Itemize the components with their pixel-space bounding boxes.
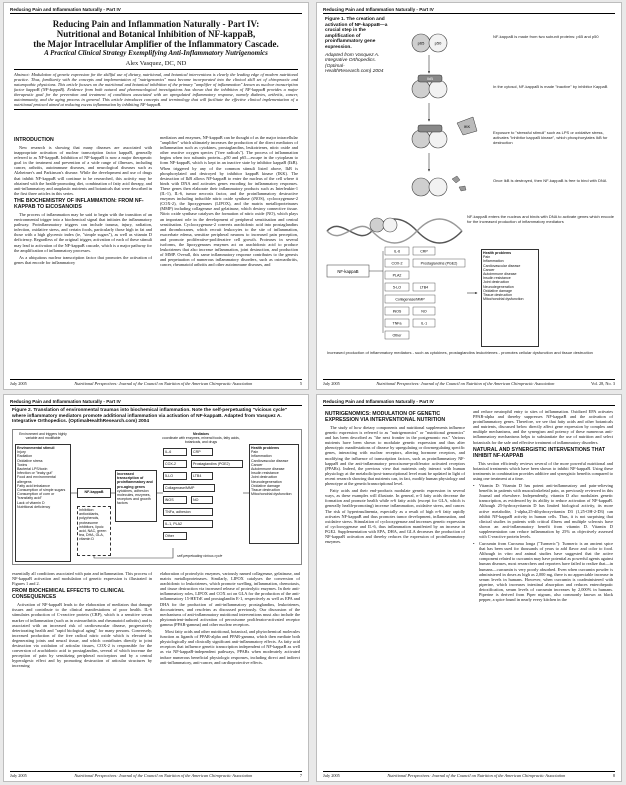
page-number: 5 [299,381,302,386]
column-left [325,409,465,767]
paragraph: mediators and enzymes, NF-kappaB can be thought of as the major intracellular "amplifier" which ultimately increases the production of the direct mediators of inflammation such as cytokines, prostaglandins, leukotrienes, nitric oxide and other reactive oxygen species ("free radicals"). The process of inflammation begins when two subunits protein—p50 and p65—escape in the cytoplasm to form NF-kappaB, which is kept in an inactive state by inhibitor kappaB (IkB). When triggered by any of the common stimuli listed above, IkB is phosphorylated and destroyed by inhibitor kappaB kinase (IKK). The destruction of IkB allows NF-kappaB to enter the nucleus of the cell where it binds with DNA and activates genes encoding for inflammatory responses. These genes then elaborate their inflammatory products such as Interleukin-1 (IL-1), IL-6, tumor necrosis factor, and the proinflammatory destructive enzymes including inducible nitric oxide synthase (iNOS), cyclooxygenase-2 (COX-2), the lipoxygenases (LIPOX), and the matrix metalloproteinases (MMP) including collagenase and gelatinase, which destroy connective tissue. Nitric oxide synthase catalyses the formation of nitric oxide (NO), which plays an important role in the development of peripheral sensitisation and central sensitisation. Cyclooxygenase-2 converts arachidonic acid into prostaglandins and thromboxanes, which recruit leukocytes to the site of inflammation, exacerbate edema, sensitize peripheral neurons to increased pain perception, and promote proliferative-proliferative cell growth. Proteases in several isoforms, the lipoxygenases enzymes act on arachidonic acid to produce leukotrienes that also increase inflammation, joint destruction, and production of MMP. Overall, this same inflammatory response contributes to the genesis and perpetuation of numerous inflammatory disorders, such as osteoarthritis, cancer, rheumatoid arthritis and other autoimmune diseases, and [160,135,298,268]
title-line: the Major Intracellular Amplifier of the Inflammatory Cascade. [33,39,279,49]
p65-subunit [370,218,384,232]
running-foot [10,379,302,386]
mediator-label: 5-LO [393,285,401,290]
env-title: Environment and triggers highly variable and modifiable [19,432,67,440]
env-item: Bacterial LPS/toxin [17,467,48,472]
title-line: Reducing Pain and Inflammation Naturally - Part IV: [52,19,260,29]
health-item: Autoimmune disease [483,272,517,277]
health-problems-title: Health problems [483,251,512,255]
paragraph: essentially all conditions associated with pain and inflammation. This process of NF-kappaB activation and modulation of genetic expression is illustrated in Figures 1 and 2. [12,571,152,587]
page-2 [316,2,622,390]
mediator-box: 5-LO [163,472,187,480]
health-item: Mitochondrial dysfunction [251,492,292,497]
transcription-text: cytokines, adhesion molecules, enzymes, receptors and growth factors [117,488,151,506]
mediators-text: coordinate with enzymes, mineral foods, fatty acids, botanicals, and drugs [162,436,240,444]
running-head: Reducing Pain and Inflammation Naturally - Part IV [10,7,302,14]
health-item: Tissue destruction [251,488,281,493]
running-foot [323,771,615,778]
figure-1-diagram [317,3,622,390]
article-title [14,19,298,49]
env-item: Consumption of corn or "transfatty acid" [17,492,55,501]
env-item: Nutritional deficiency [17,504,51,509]
running-head: Reducing Pain and Inflammation Naturally - Part IV [323,7,615,14]
mediator-box: LTB4 [191,472,213,480]
p65-subunit [412,130,430,148]
paragraph: elaboration of proteolytic enzymes, variously named collagenase, gelatinase, and matrix metalloproteinases. Similarly, LIPOX catalyses the conversion of arachidonic to leukotrienes, which promote swelling, inflammation, chemotaxis, and tissue destruction via increased release of proteolytic enzymes. In their anti-inflammatory roles, LIPOX and COX act on GLA for the production of the anti-inflammatory 15-HETrE and prostaglandin E-1, respectively as well as EPA and DHA for the production of anti-inflammatory prostaglandins, leukotrienes, docosatrienes, and resolvins as discussed previously. Our discussion of the mechanisms of anti-inflammatory nutritional interventions must also include the phytonutrient-induced activation of peroxisome proliferator-activated receptor gamma (PPAR-gamma) and other nuclear receptors. [160,571,300,627]
mediator-label: CRP [420,249,428,254]
env-item: Fatty acid imbalance [17,483,50,488]
mediator-group [385,247,465,339]
p65-subunit [412,178,430,196]
mediator-box: Collagenase/MMP [163,484,215,492]
footer-journal: Nutritional Perspectives: Journal of the Council on Nutrition of the American Chiropractic Association [74,381,253,386]
health-item: Insulin resistance [483,276,511,281]
health-item: Tissue destruction [483,293,513,298]
inhibition-box: Inhibition: antioxidants, polyphenols, proteasome inhibitors, lipoic acid, NAC, green tea, DHA, GLA, vitamin D [77,506,111,556]
ikk-label: IKK [463,124,471,129]
health-item: Cardiovascular disease [483,263,521,268]
paragraph: This section efficiently reviews several of the more powerful nutritional and botanical treatments which have been shown to inhibit NF-kappaB. Using these treatments in combination provides additive and synergistic benefits compared to using one treatment at a time. [473,460,613,481]
health-problems-box [481,249,539,347]
ikb-fragment [452,176,466,191]
mediator-label: NO [421,309,427,314]
mediator-box: iNOS [163,496,187,504]
list-item: • Vitamin D: Vitamin D has potent anti-inflammatory and pain-relieving benefits in patients with musculoskeletal pain, as previously reviewed in this Journal and elsewhere. Independently, vitamin D also modulates genetic transcription, as evidenced by its ability to reduce activation of NF-kappaB. Although 25-hydroxyvitamin D has limited biological activity, its more active metabolite, 1-alpha,25-dihydroxyvitamin D3 (1,25-OH-2-D3) can inhibit NF-kappaB activity in human cells. Thus, it is not surprising that clinical studies in patients with critical illness and multiple sclerosis have shown an anti-inflammatory benefit from vitamin D. Vitamin D supplementation can reduce inflammation by 25% as objectively assessed with C-reactive protein levels. [473,483,613,539]
mediator-label: COX-2 [391,261,403,266]
env-item: Consumption of simple sugars [17,488,66,493]
mediator-label: PLA2 [392,273,402,278]
env-item: Food and environmental allergens [17,475,56,484]
section-heading: THE BIOCHEMISTRY OF INFLAMMATION: FROM NF-KAPPAB TO EICOSANOIDS [14,197,144,210]
column-right [160,135,298,373]
paragraph: As a ubiquitous nuclear transcription factor that promotes the activation of genes that encode for inflammatory [14,254,152,265]
health-item: Inflammation [251,454,272,459]
p50-label: p50 [434,40,442,46]
nfkb-label: NF-kappaB [337,269,359,274]
figure-1-caption: Figure 1. The creation and activation of NF-kappaB—a crucial step in the amplification of proinflammatory gene expression. [325,17,388,50]
paragraph: The process of inflammation may be said to begin with the transition of an environmental trigger into a biochemical signal that initiates the inflammatory pathway. Proinflammatory triggers can include trauma, injury, radiation, infection, oxidative stress, and certain foods, particularly those high in fat and those with a high glycemic index (ie, "simple sugars"), as well as vitamin D deficiency. Regardless of the original trigger, activation of each of these stimuli may lead to activation of the NF-kappaB cascade, which is a major pathway for the amplification of inflammatory processes. [14,211,152,253]
mediator-label: Prostaglandins (PGE2) [420,261,458,266]
figure-2-caption: Figure 2. Translation of environmental traumas into biochemical inflammation. Note the self-perpetuating "vicious cycle" where inflammatory mediators promote additional inflammation via activation of NF-kappaB. Adapted from Vasquez A. Integrative Orthopedics. (OptimalHealthResearch.com) 2004 [12,408,288,425]
health-item: Pain [483,255,491,260]
section-heading: INTRODUCTION [14,137,54,143]
env-item: Radiation [17,454,33,459]
health-item: Inflammation [483,259,504,264]
cycle-loop [94,548,173,558]
env-item: Oxidative stress [17,458,43,463]
ikb-label: IkB [427,76,433,81]
page-4 [316,394,622,782]
mediator-box: IL-6 [163,448,187,456]
page-number: 7 [299,773,302,778]
health-item: Joint destruction [483,280,510,285]
column-left [12,571,152,767]
connector [369,251,383,333]
section-heading: NATURAL AND SYNERGISTIC INTERVENTIONS THAT INHIBIT NF-KAPPAB [473,446,605,459]
env-item: Toxins [17,462,28,467]
running-head: Reducing Pain and Inflammation Naturally - Part IV [323,399,615,406]
step-note-1: NF-kappaB is made from two subunit proteins: p65 and p50 [493,34,599,39]
abstract: Abstract: Modulation of genetic expression for the skillful use of dietary, nutritional, and botanical interventions is clearly the leading edge of modern nutritional practice. Thus, familiarity with the concepts and implementation of "nutrigenomics" must become incorporated into the clinical skill set of chiropractic and naturopathic physicians. This article focuses on the nutritional and botanical inhibition of the primary "amplifier of inflammation" known as nuclear transcription factor kappaB (NF-kappaB). Evidence from both natural and pharmacological investigations has shown that the inhibition of NF-kappaB provides a major therapeutic goal for the prevention and treatment of conditions associated with an upregulated inflammatory response, namely diabetes, arthritis, cancer, autoimmunity, and the aging process in general. This article introduces concepts and terminology that will facilitate the effective clinical implementation of a nutritional protocol aimed at reducing excess inflammation by inhibiting NF-kappaB. [14,69,298,110]
mediator-box: Other [163,532,187,540]
mediator-box: COX-2 [163,460,187,468]
footer-date: July 2005 [10,773,27,778]
health-item: Insulin resistance [251,471,279,476]
p65-label: p65 [417,40,425,46]
mediator-label: TNFa [392,321,402,326]
mediators-title: Mediators [192,432,209,436]
running-head: Reducing Pain and Inflammation Naturally - Part IV [10,399,302,406]
step-note-6: Increased production of inflammatory mediators - such as cytokines, prostaglandins leukotrienes - promotes cellular dysfunction and tissue destruction [327,350,593,355]
page-number: Vol. 28, No. 3 [590,381,615,386]
footer-date: July 2005 [10,381,27,386]
figure-2-diagram [12,429,302,565]
mediator-label: Other [392,333,402,338]
section-heading: NUTRIGENOMICS: MODULATION OF GENETIC EXPRESSION VIA INTERVENTIONAL NUTRITION [325,411,446,423]
footer-journal: Nutritional Perspectives: Journal of the Council on Nutrition of the American Chiropractic Association [74,773,253,778]
health-item: Autoimmune disease [251,467,285,472]
mediator-box: Prostaglandins (PGE2) [191,460,243,468]
column-right [160,571,300,767]
p50-subunit [429,178,447,196]
mediator-box: NO [191,496,213,504]
health-item: Oxidative damage [483,288,512,293]
author: Alex Vasquez, DC, ND [125,60,187,67]
intervention-list [473,483,613,602]
health-item: Cardiovascular disease [251,458,289,463]
health-item: Cancer [251,462,263,467]
health-item: Neurodegeneration [251,479,282,484]
p50-subunit [429,130,447,148]
paragraph: and reduce neutrophil entry to sites of inflammation. Oxidized EPA activates PPAR-alpha and thereby suppresses NF-kappaB and the activation of proinflammatory genes. Therefore, we see that fatty acids and other botanicals and nutrients, discussed below directly affect gene expression by complex and multiple mechanisms, and the synergism and potency of these numerous anti-inflammatory mechanisms helps to substantiate the use of nutrition and select botanicals for the safe and effective treatment of inflammatory disorders. [473,409,613,445]
step-note-3: Exposure to "stressful stimuli" such as LPS or oxidative stress, activates "inhibitor kappaB kinase", which phosphorylates IkB for destruction [493,130,608,145]
section-heading: FROM BIOCHEMICAL EFFECTS TO CLINICAL CONSEQUENCES [12,588,125,601]
health-problems-title: Health problems [251,446,280,450]
mediator-label: iNOS [392,309,402,314]
paragraph: The study of how dietary components and nutritional supplements influence genetic expression is referred to as "nutrigenomics" or "nutritional genomics" and has been described as "the next frontier in the postgenomic era." Various nutrients have been shown to modulate genetic expression and thus alter phenotypic manifestations of disease by upregulating or downregulating specific genes, interacting with nuclear receptors, altering hormone receptors, and modifying the influence of transcription factors, such as proinflammatory NF-kappaB and the anti-inflammatory peroxisome-proliferator activated receptors (PPARs). Indeed, the previous view that nutrients only interact with human physiology at the metabolic/post-transcriptional level must be updated in light of recent research showing that nutrients can, in fact, modify human physiology and phenotype at the genetic/transcriptional level. [325,425,465,487]
article-subtitle: A Practical Clinical Strategy Exemplifying Anti-Inflammatory Nutrigenomics [44,49,268,57]
health-item: Joint destruction [251,475,278,480]
mediator-box: IL-1, PLA2 [163,520,213,528]
paragraph: Activation of NF-kappaB leads to the elaboration of mediators that damage tissues and contribute to the clinical manifestations of poor health. IL-6 stimulates production of C-reactive protein (CRP), which is a sensitive serum marker of inflammation (such as in osteoarthritis and rheumatoid arthritis) and is associated with an increased risk of cardiovascular disease, progressively deteriorating health and "rapid biological aging" for many persons. Conversely, increased production of the free radical nitric oxide which is elevated in degenerating joints and neural tissue, and which contributes directly to joint destruction via oxidation of articular tissues, COX-2 is responsible for the conversion of arachidonic acid to prostaglandins, several of which increase the perception of pain by sensitizing peripheral nociceptors and by a central hyperalgesic effect and by promoting destruction of articular structures by increasing [12,602,152,669]
ikb-protein [418,125,442,132]
footer-journal: Nutritional Perspectives: Journal of the Council on Nutrition of the American Chiropractic Association [376,381,555,386]
list-item: • Curcumin from Curcuma longa ("Turmeric"): Turmeric is an ancient spice that has been used for thousands of years to add flavor and color to food. Although in vitro and animal studies have suggested that the active component related to curcumin may have potential as powerful agents against human diseases, most researchers and reporters have failed to realize that—in humans—curcumin is very poorly absorbed. Even when curcumin powder is administered in doses as high as 2,000 mg, there is no appreciable increase in serum levels in humans. However, when curcumin is coadministered with piperine, which increases intestinal absorption and reduces enterohepatic detoxification, serum levels of curcumin increases by 2,000% in humans. Piperine is derived from Piper nigrum, also commonly known as black pepper, a spice found in nearly every kitchen in the [473,541,613,602]
cycle-label: self-perpetuating vicious cycle [177,554,223,558]
nfkb-box: NF-kappaB [77,488,111,498]
paragraph: Fatty acids and their end-products modulate genetic expression in several ways, as these examples will illustrate. In general, n-3 fatty acids decrease the formation and promote health while n-6 fatty acids (except for GLA, which is generally health-promoting) increase inflammation, oxidative stress, and cancer. The risk of hyperinsulinemia, especially as a result of high n-6 fatty rapidly activates NF-kappaB and thus promotes tumor development, inflammation, and oxidative stress. Stimulation of cyclooxygenase and increases genetic expression of cyclooxygenase and IL-6, thus inflammation manifested by an increase in PGE2. Supplementation with EPA, DHA, and GLA decreases the production of NF-kappaB activation and thereby reduces the expression of proinflammatory enzymes. [325,488,465,545]
mediator-box: TNFa, adhesion [163,508,213,516]
p65-subunit [412,80,430,98]
footer-journal: Nutritional Perspectives: Journal of the Council on Nutrition of the American Chiropractic Association [387,773,566,778]
health-item: Neurodegeneration [483,284,514,289]
column-left [14,135,152,373]
column-right [473,409,613,767]
env-item: Lack of vitamin D [17,500,45,505]
mediator-label: IL-6 [393,249,401,254]
page-1 [3,2,309,390]
env-item: Infection or "leaky gut" [17,471,53,476]
health-item: Cancer [483,267,495,272]
step-note-4: Once IkB is destroyed, then NF-kappaB is free to bind with DNA [493,178,607,183]
footer-date: July 2005 [323,773,340,778]
running-foot [323,379,615,386]
step-note-5: NF-kappaB enters the nucleus and binds with DNA to activate genes which encode for the increased production of inflammatory mediators [467,214,614,224]
env-item: Injury [17,450,26,455]
p50-subunit [429,80,447,98]
health-item: Pain [251,450,259,455]
title-line: Nutritional and Botanical Inhibition of NF-kappaB, [56,29,256,39]
mediator-label: Collagenase/MMP [395,297,425,302]
cycle-arrows [13,430,303,566]
paragraph: Most fatty acids and other nutritional, botanical, and phytochemical molecules function as ligands of PPAR-alpha and PPAR-gamma, which then mediate both physiologically and clinically significant anti-inflammatory effects. As fatty acid receptors that influence genetic transcription independent of NF-kappaB as well as via NF-kappaB-independent pathways, PPARs when moderately activated induce numerous beneficial physiologic responses, including direct and indirect anti-inflammatory, anti-cancer, and cardioprotective effects. [160,629,300,665]
mediator-label: LTB4 [419,285,429,290]
running-foot [10,771,302,778]
mediator-box: CRP [191,448,213,456]
p50-subunit [383,218,397,232]
page-number: 8 [612,773,615,778]
transcription-title: Increased transcription of proinflammatory and pro-aging genes [117,472,153,489]
env-stimuli-title: Environmental stimuli [17,446,55,450]
mediator-label: IL-1 [420,321,428,326]
step-note-2: In the cytosol, NF-kappaB is made "inactive" by inhibitor KappaB [493,84,608,89]
figure-1-adapted: Adapted from Vasquez A. Integrative Orthopedics. (Optimal-HealthResearch.com) 2004 [325,52,384,75]
page-3 [3,394,309,782]
health-item: Oxidative damage [251,483,280,488]
footer-date: July 2005 [323,381,340,386]
health-item: Mitochondrial dysfunction [483,297,524,302]
paragraph: New research is showing that many diseases are associated with inappropriate activation of nuclear transcription factor kappaB, generally referred to as NF-kappaB. Inhibition of NF-kappaB is now a major therapeutic goal in the treatment and prevention of a wide range of illnesses, including cancer, arthritis, autoimmune diseases, and neurological diseases such as Alzheimer's and Parkinson's disease. While the development and use of drugs that inhibit NF-kappaB will continue to be researched, this activity may be obtained with the health-promoting diet, combination of fatty acid therapy, and anti-inflammatory and anaplastic nutrients and botanicals that were described in the first three articles in this series. [14,145,152,196]
